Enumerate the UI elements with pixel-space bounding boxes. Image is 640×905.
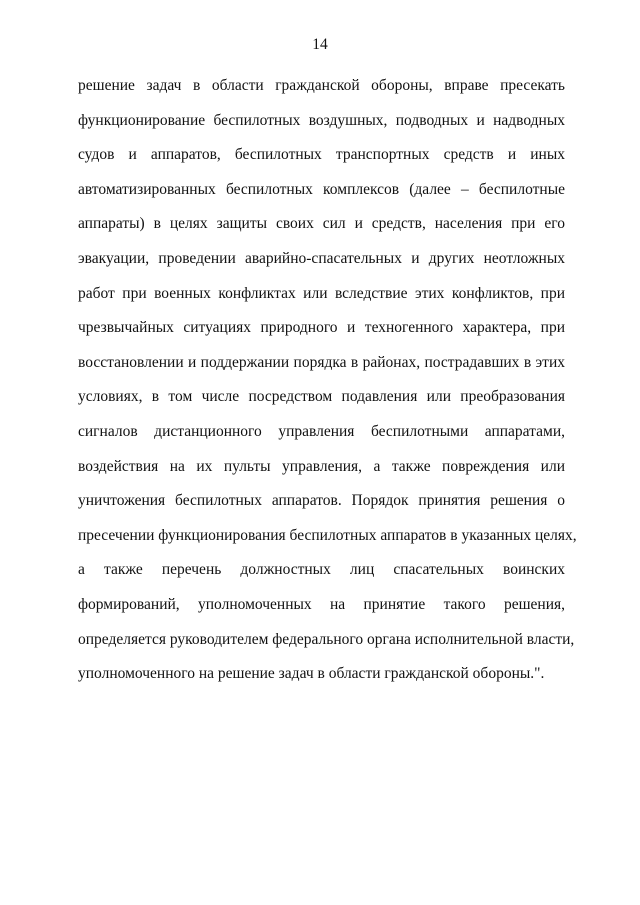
text-line: чрезвычайных ситуациях природного и техногенного характера, при [78, 319, 565, 337]
text-line: пресечении функционирования беспилотных аппаратов в указанных целях, [78, 526, 577, 544]
text-line: функционирование беспилотных воздушных, подводных и надводных [78, 111, 565, 129]
text-line: условиях, в том числе посредством подавления или преобразования [78, 388, 565, 406]
text-line-last: уполномоченного на решение задач в области гражданской обороны.". [78, 665, 545, 683]
text-line: решение задач в области гражданской обороны, вправе пресекать [78, 77, 565, 94]
text-line: а также перечень должностных лиц спасательных воинских [78, 561, 565, 579]
text-line: судов и аппаратов, беспилотных транспортных средств и иных [78, 146, 565, 164]
text-line: формирований, уполномоченных на принятие такого решения, [78, 595, 565, 613]
body-paragraph [78, 76, 577, 699]
text-line: эвакуации, проведении аварийно-спасательных и других неотложных [78, 249, 565, 267]
text-line: уничтожения беспилотных аппаратов. Порядок принятия решения о [78, 492, 565, 510]
text-line: восстановлении и поддержании порядка в районах, пострадавших в этих [78, 353, 565, 371]
text-line: аппараты) в целях защиты своих сил и средств, населения при его [78, 215, 565, 233]
text-line: автоматизированных беспилотных комплексов (далее – беспилотные [78, 180, 565, 198]
text-line: определяется руководителем федерального органа исполнительной власти, [78, 630, 575, 648]
text-line: воздействия на их пульты управления, а также повреждения или [78, 457, 565, 475]
page-number: 14 [312, 36, 328, 53]
text-line: работ при военных конфликтах или вследствие этих конфликтов, при [78, 284, 565, 302]
text-line: сигналов дистанционного управления беспилотными аппаратами, [78, 422, 565, 440]
